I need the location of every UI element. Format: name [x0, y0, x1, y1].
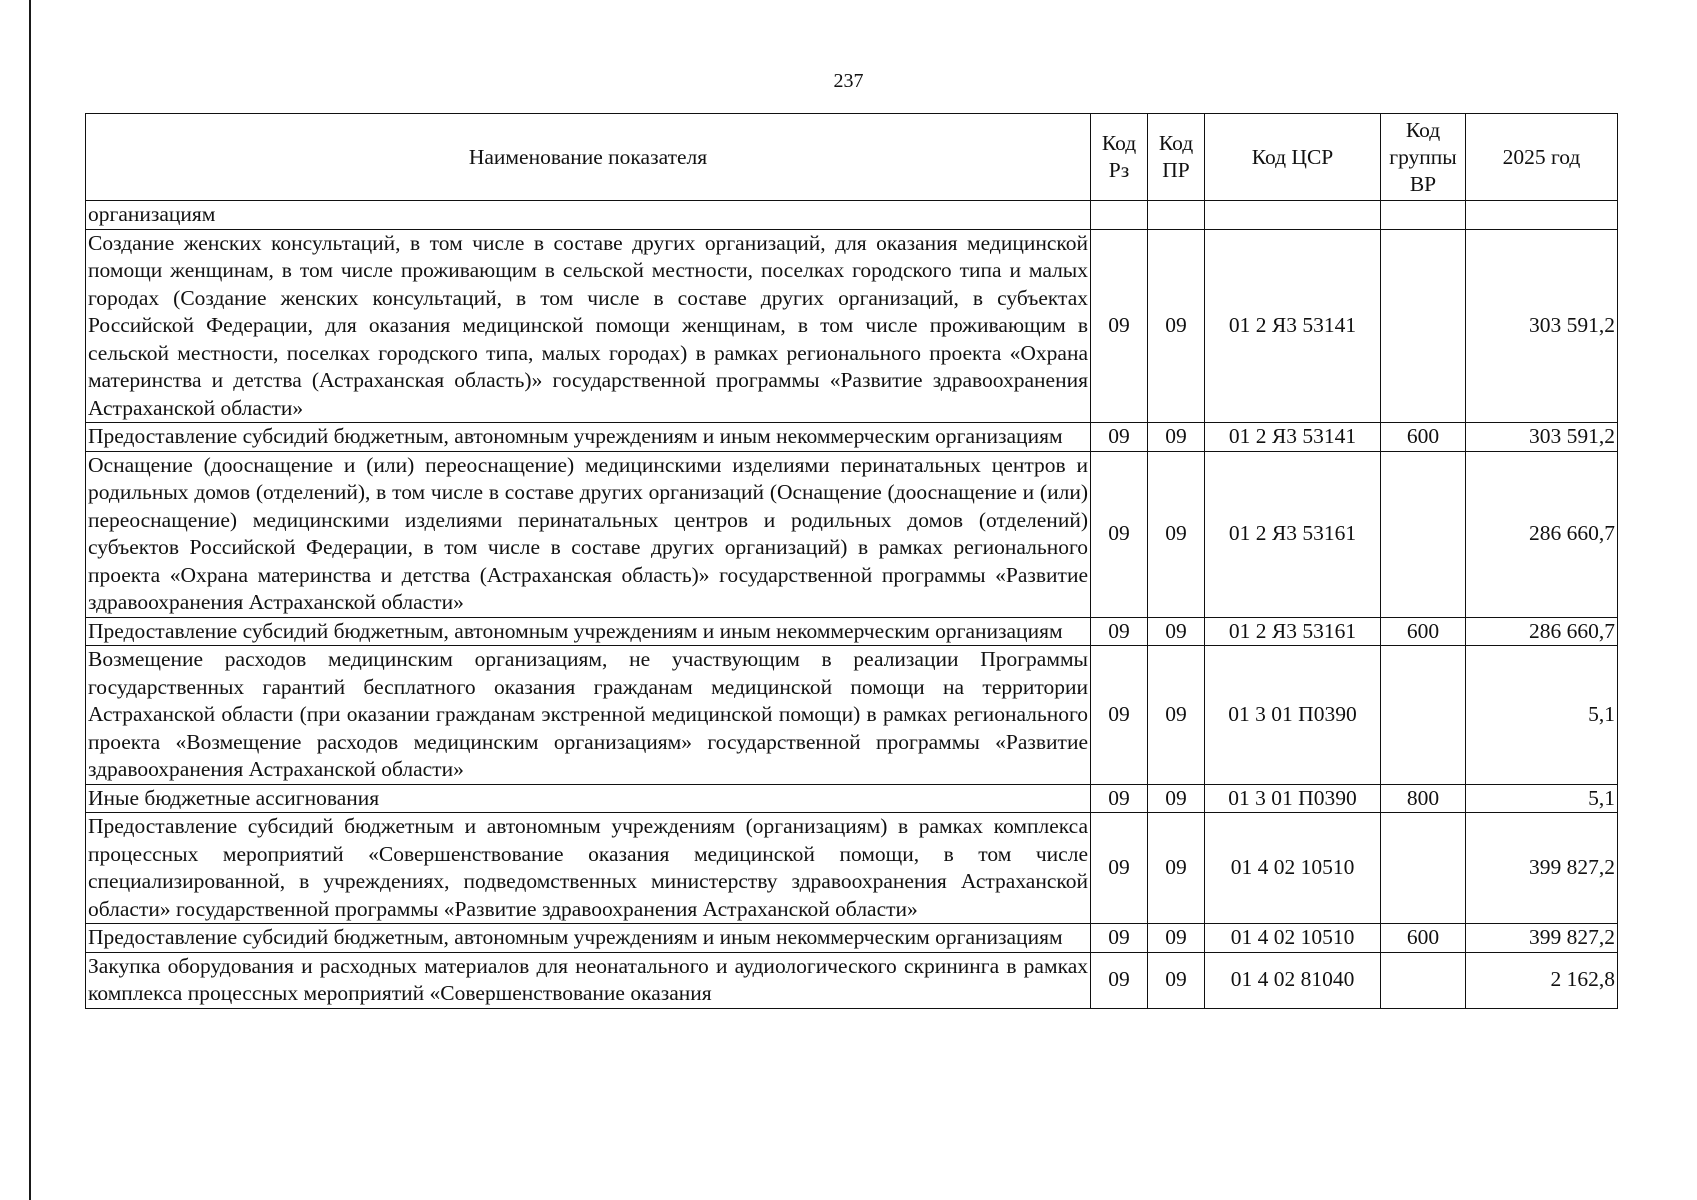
cell-rz: 09	[1091, 229, 1148, 423]
table-row	[86, 784, 1618, 813]
binding-margin-line	[29, 0, 31, 1200]
cell-csr: 01 3 01 П0390	[1205, 784, 1381, 813]
cell-name: Закупка оборудования и расходных материалов для неонатального и аудиологического скрининга в рамках комплекса процессных мероприятий «Совершенствование оказания	[86, 952, 1091, 1008]
cell-amount	[1466, 201, 1618, 230]
cell-vr: 600	[1381, 924, 1466, 953]
cell-pr: 09	[1148, 646, 1205, 785]
cell-rz: 09	[1091, 924, 1148, 953]
cell-csr	[1205, 201, 1381, 230]
table-row	[86, 229, 1618, 423]
cell-vr	[1381, 201, 1466, 230]
cell-rz: 09	[1091, 813, 1148, 924]
cell-csr: 01 2 Я3 53161	[1205, 451, 1381, 617]
cell-name: Предоставление субсидий бюджетным, автономным учреждениям и иным некоммерческим организациям	[86, 617, 1091, 646]
cell-amount: 303 591,2	[1466, 229, 1618, 423]
cell-vr: 800	[1381, 784, 1466, 813]
cell-name: Предоставление субсидий бюджетным, автономным учреждениям и иным некоммерческим организациям	[86, 924, 1091, 953]
cell-rz: 09	[1091, 784, 1148, 813]
table-row	[86, 423, 1618, 452]
cell-pr: 09	[1148, 924, 1205, 953]
cell-vr: 600	[1381, 423, 1466, 452]
cell-csr: 01 4 02 81040	[1205, 952, 1381, 1008]
cell-pr: 09	[1148, 423, 1205, 452]
cell-pr: 09	[1148, 451, 1205, 617]
cell-amount: 303 591,2	[1466, 423, 1618, 452]
cell-rz: 09	[1091, 617, 1148, 646]
cell-amount: 399 827,2	[1466, 813, 1618, 924]
cell-vr	[1381, 451, 1466, 617]
cell-name: Предоставление субсидий бюджетным и автономным учреждениям (организациям) в рамках комплекса процессных мероприятий «Совершенствование оказания медицинской помощи, в том числе специализированной, в учреждениях, подведомственных министерству здравоохранения Астраханской области» государственной программы «Развитие здравоохранения Астраханской области»	[86, 813, 1091, 924]
cell-name: организациям	[86, 201, 1091, 230]
cell-pr: 09	[1148, 784, 1205, 813]
cell-name: Возмещение расходов медицинским организациям, не участвующим в реализации Программы государственных гарантий бесплатного оказания гражданам медицинской помощи на территории Астраханской области (при оказании гражданам экстренной медицинской помощи) в рамках регионального проекта «Возмещение расходов медицинским организациям» государственной программы «Развитие здравоохранения Астраханской области»	[86, 646, 1091, 785]
cell-pr: 09	[1148, 617, 1205, 646]
header-name: Наименование показателя	[86, 114, 1091, 201]
header-csr: Код ЦСР	[1205, 114, 1381, 201]
cell-rz	[1091, 201, 1148, 230]
cell-csr: 01 2 Я3 53141	[1205, 229, 1381, 423]
cell-csr: 01 2 Я3 53161	[1205, 617, 1381, 646]
budget-table	[85, 113, 1618, 1009]
cell-vr	[1381, 813, 1466, 924]
cell-name: Иные бюджетные ассигнования	[86, 784, 1091, 813]
table-body	[86, 201, 1618, 1009]
cell-csr: 01 4 02 10510	[1205, 924, 1381, 953]
cell-vr: 600	[1381, 617, 1466, 646]
cell-rz: 09	[1091, 423, 1148, 452]
cell-pr: 09	[1148, 952, 1205, 1008]
header-year: 2025 год	[1466, 114, 1618, 201]
cell-csr: 01 3 01 П0390	[1205, 646, 1381, 785]
table-row	[86, 201, 1618, 230]
table-row	[86, 952, 1618, 1008]
header-row	[86, 114, 1618, 201]
cell-amount: 399 827,2	[1466, 924, 1618, 953]
cell-rz: 09	[1091, 646, 1148, 785]
cell-amount: 5,1	[1466, 646, 1618, 785]
table-row	[86, 617, 1618, 646]
cell-name: Создание женских консультаций, в том числе в составе других организаций, для оказания медицинской помощи женщинам, в том числе проживающим в сельской местности, поселках городского типа и малых городах (Создание женских консультаций, в том числе в составе других организаций, в субъектах Российской Федерации, для оказания медицинской помощи женщинам, в том числе проживающим в сельской местности, поселках городского типа, малых городах) в рамках регионального проекта «Охрана материнства и детства (Астраханская область)» государственной программы «Развитие здравоохранения Астраханской области»	[86, 229, 1091, 423]
cell-amount: 2 162,8	[1466, 952, 1618, 1008]
page-number: 237	[833, 70, 864, 92]
cell-csr: 01 2 Я3 53141	[1205, 423, 1381, 452]
cell-vr	[1381, 229, 1466, 423]
table-row	[86, 813, 1618, 924]
cell-name: Оснащение (дооснащение и (или) переоснащение) медицинскими изделиями перинатальных центров и родильных домов (отделений), в том числе в составе других организаций (Оснащение (дооснащение и (или) переоснащение) медицинскими изделиями перинатальных центров и родильных домов (отделений) субъектов Российской Федерации, в том числе в составе других организаций) в рамках регионального проекта «Охрана материнства и детства (Астраханская область)» государственной программы «Развитие здравоохранения Астраханской области»	[86, 451, 1091, 617]
header-pr: Код ПР	[1148, 114, 1205, 201]
cell-vr	[1381, 952, 1466, 1008]
header-rz: Код Рз	[1091, 114, 1148, 201]
cell-pr: 09	[1148, 229, 1205, 423]
cell-vr	[1381, 646, 1466, 785]
cell-pr: 09	[1148, 813, 1205, 924]
cell-amount: 286 660,7	[1466, 617, 1618, 646]
cell-rz: 09	[1091, 952, 1148, 1008]
header-vr: Код группы ВР	[1381, 114, 1466, 201]
table-row	[86, 646, 1618, 785]
table-header	[86, 114, 1618, 201]
cell-pr	[1148, 201, 1205, 230]
cell-name: Предоставление субсидий бюджетным, автономным учреждениям и иным некоммерческим организациям	[86, 423, 1091, 452]
table-row	[86, 924, 1618, 953]
cell-amount: 5,1	[1466, 784, 1618, 813]
table-row	[86, 451, 1618, 617]
cell-csr: 01 4 02 10510	[1205, 813, 1381, 924]
cell-rz: 09	[1091, 451, 1148, 617]
cell-amount: 286 660,7	[1466, 451, 1618, 617]
